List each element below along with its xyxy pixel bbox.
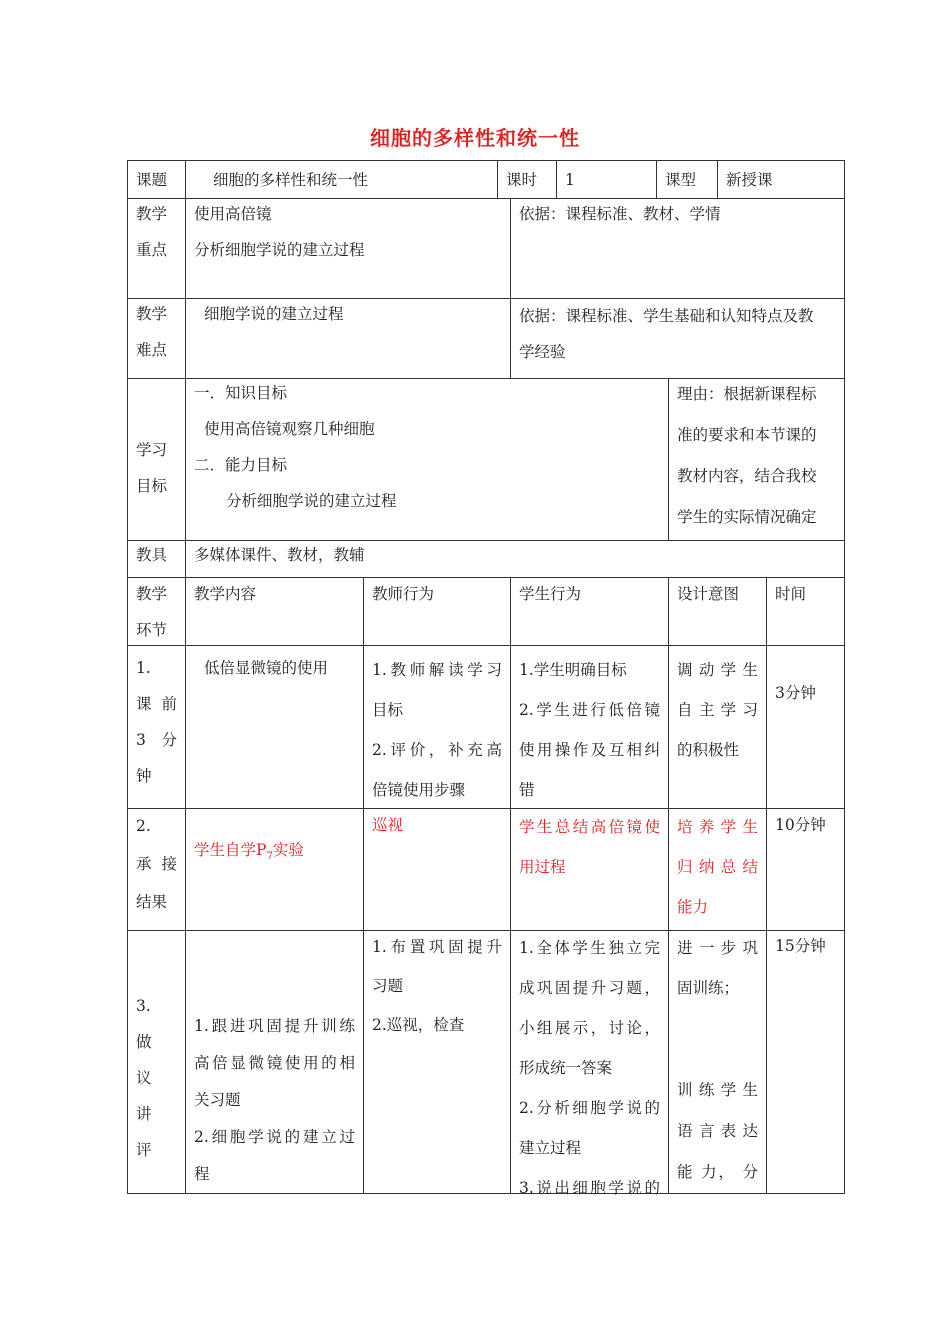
stage-line: 2. bbox=[136, 817, 151, 835]
stage3-teacher bbox=[364, 926, 510, 1047]
content-text: 学生自学P bbox=[194, 841, 267, 859]
objective-line: 使用高倍镜观察几种细胞 bbox=[204, 420, 375, 438]
label-line: 教学 bbox=[136, 305, 168, 323]
reason-line: 学生的实际情况确定 bbox=[677, 508, 817, 526]
type-value: 新授课 bbox=[726, 171, 773, 189]
key-points-content bbox=[186, 194, 510, 270]
student-line: 2.学生进行低倍镜 bbox=[519, 701, 660, 719]
student-line: 使用操作及互相纠 bbox=[519, 741, 660, 759]
teacher-line: 1.教师解读学习 bbox=[372, 661, 502, 679]
objective-line: 一．知识目标 bbox=[194, 384, 288, 402]
column-divider bbox=[766, 577, 767, 1194]
objectives-label bbox=[128, 430, 185, 506]
content-line: 1.跟进巩固提升训练 bbox=[194, 1017, 355, 1035]
content-line: 关习题 bbox=[194, 1091, 241, 1109]
stage1-teacher bbox=[364, 648, 510, 812]
design-line: 固训练； bbox=[677, 979, 740, 997]
difficulty-content: 细胞学说的建立过程 bbox=[204, 305, 344, 323]
tools-content: 多媒体课件、教材，教辅 bbox=[194, 546, 365, 564]
key-points-basis: 依据：课程标准、教材、学情 bbox=[519, 205, 721, 223]
document-title: 细胞的多样性和统一性 bbox=[370, 126, 580, 150]
teacher-line: 1.布置巩固提升 bbox=[372, 938, 502, 956]
stage1-content: 低倍显微镜的使用 bbox=[204, 659, 329, 677]
content-line: 分析细胞学说的建立过程 bbox=[194, 241, 365, 259]
stage-line: 讲 bbox=[136, 1105, 152, 1123]
objective-line: 分析细胞学说的建立过程 bbox=[226, 492, 397, 510]
stage-line: 评 bbox=[136, 1141, 152, 1159]
label-line: 重点 bbox=[136, 241, 168, 259]
header-student: 学生行为 bbox=[519, 585, 582, 603]
objective-line: 二．能力目标 bbox=[194, 456, 288, 474]
student-line: 用过程 bbox=[519, 858, 566, 876]
teacher-line: 2.巡视，检查 bbox=[372, 1016, 465, 1034]
difficulty-basis bbox=[511, 294, 844, 374]
basis-line: 依据：课程标准、学生基础和认知特点及教 bbox=[519, 307, 814, 325]
student-line: 建立过程 bbox=[519, 1139, 582, 1157]
stage3-time: 15分钟 bbox=[775, 937, 826, 955]
design-line: 自 主 学 习 bbox=[677, 701, 758, 719]
hours-label: 课时 bbox=[506, 171, 538, 189]
header-teacher: 教师行为 bbox=[372, 585, 435, 603]
objectives-reason bbox=[669, 372, 844, 540]
stage3-design-2 bbox=[669, 1068, 766, 1195]
content-line: 2.细胞学说的建立过 bbox=[194, 1128, 355, 1146]
label-line: 学习 bbox=[136, 441, 168, 459]
design-line: 能 力， 分 bbox=[677, 1163, 758, 1181]
header-line: 环节 bbox=[136, 621, 168, 639]
student-line: 学生总结高倍镜使 bbox=[519, 818, 660, 836]
student-line: 错 bbox=[519, 781, 535, 799]
stage2-time: 10分钟 bbox=[775, 816, 826, 834]
design-line: 训 练 学 生 bbox=[677, 1081, 758, 1099]
stage-line: 议 bbox=[136, 1069, 152, 1087]
stage-line: 承 接 bbox=[136, 855, 177, 873]
difficulty-label bbox=[128, 294, 185, 370]
student-line: 形成统一答案 bbox=[519, 1059, 613, 1077]
teacher-line: 倍镜使用步骤 bbox=[372, 781, 466, 799]
type-label: 课型 bbox=[665, 171, 697, 189]
student-line: 成巩固提升习题， bbox=[519, 979, 660, 997]
header-line: 教学 bbox=[136, 585, 168, 603]
table-border-right bbox=[844, 160, 845, 1194]
header-stage bbox=[128, 574, 185, 650]
reason-line: 理由：根据新课程标 bbox=[677, 385, 817, 403]
stage1-design bbox=[669, 648, 766, 772]
stage-line: 1. bbox=[136, 659, 151, 677]
header-time: 时间 bbox=[775, 585, 807, 603]
teacher-line: 目标 bbox=[372, 701, 404, 719]
topic-value: 细胞的多样性和统一性 bbox=[213, 171, 369, 189]
row-divider bbox=[127, 645, 845, 646]
teacher-line: 2.评价，补充高 bbox=[372, 741, 502, 759]
content-line: 使用高倍镜 bbox=[194, 205, 272, 223]
label-line: 难点 bbox=[136, 341, 168, 359]
objectives-content bbox=[186, 373, 668, 521]
stage-line: 钟 bbox=[136, 767, 152, 785]
stage-line: 做 bbox=[136, 1033, 152, 1051]
student-line: 1.学生明确目标 bbox=[519, 661, 627, 679]
stage-line: 3 分 bbox=[136, 731, 177, 749]
stage1-time: 3分钟 bbox=[775, 684, 816, 702]
student-line: 小组展示，讨论， bbox=[519, 1019, 660, 1037]
design-line: 进 一 步 巩 bbox=[677, 939, 758, 957]
student-line: 3.说出细胞学说的 bbox=[519, 1179, 660, 1197]
topic-label: 课题 bbox=[136, 171, 168, 189]
tools-label: 教具 bbox=[136, 546, 168, 564]
stage1-student bbox=[511, 648, 668, 812]
page-subscript: 7 bbox=[266, 851, 273, 863]
stage2-student bbox=[511, 805, 668, 889]
stage3-design-1 bbox=[669, 926, 766, 1010]
design-line: 语 言 表 达 bbox=[677, 1122, 758, 1140]
stage2-teacher: 巡视 bbox=[372, 816, 404, 834]
teacher-line: 习题 bbox=[372, 977, 404, 995]
stage3-content bbox=[186, 1006, 363, 1195]
label-line: 目标 bbox=[136, 477, 168, 495]
design-line: 调 动 学 生 bbox=[677, 661, 758, 679]
content-line: 程 bbox=[194, 1165, 210, 1183]
stage2-content bbox=[186, 830, 363, 870]
stage1-label bbox=[128, 648, 185, 796]
reason-line: 教材内容，结合我校 bbox=[677, 467, 817, 485]
content-text: 实验 bbox=[272, 841, 304, 859]
header-content: 教学内容 bbox=[194, 585, 257, 603]
reason-line: 准的要求和本节课的 bbox=[677, 426, 817, 444]
design-line: 的积极性 bbox=[677, 741, 740, 759]
hours-value: 1 bbox=[565, 171, 575, 189]
design-line: 能力 bbox=[677, 898, 709, 916]
header-design: 设计意图 bbox=[677, 585, 740, 603]
stage-line: 结果 bbox=[136, 893, 168, 911]
content-line: 高倍显微镜使用的相 bbox=[194, 1054, 355, 1072]
stage-line: 课 前 bbox=[136, 695, 177, 713]
basis-line: 学经验 bbox=[519, 343, 566, 361]
stage3-label bbox=[128, 986, 185, 1170]
stage-line: 3. bbox=[136, 997, 151, 1015]
design-line: 培 养 学 生 bbox=[677, 818, 758, 836]
stage2-design bbox=[669, 805, 766, 929]
stage2-label bbox=[128, 805, 185, 923]
label-line: 教学 bbox=[136, 205, 168, 223]
design-line: 归 纳 总 结 bbox=[677, 858, 758, 876]
student-line: 2.分析细胞学说的 bbox=[519, 1099, 660, 1117]
stage3-student bbox=[511, 926, 668, 1210]
key-points-label bbox=[128, 194, 185, 270]
student-line: 1.全体学生独立完 bbox=[519, 939, 660, 957]
